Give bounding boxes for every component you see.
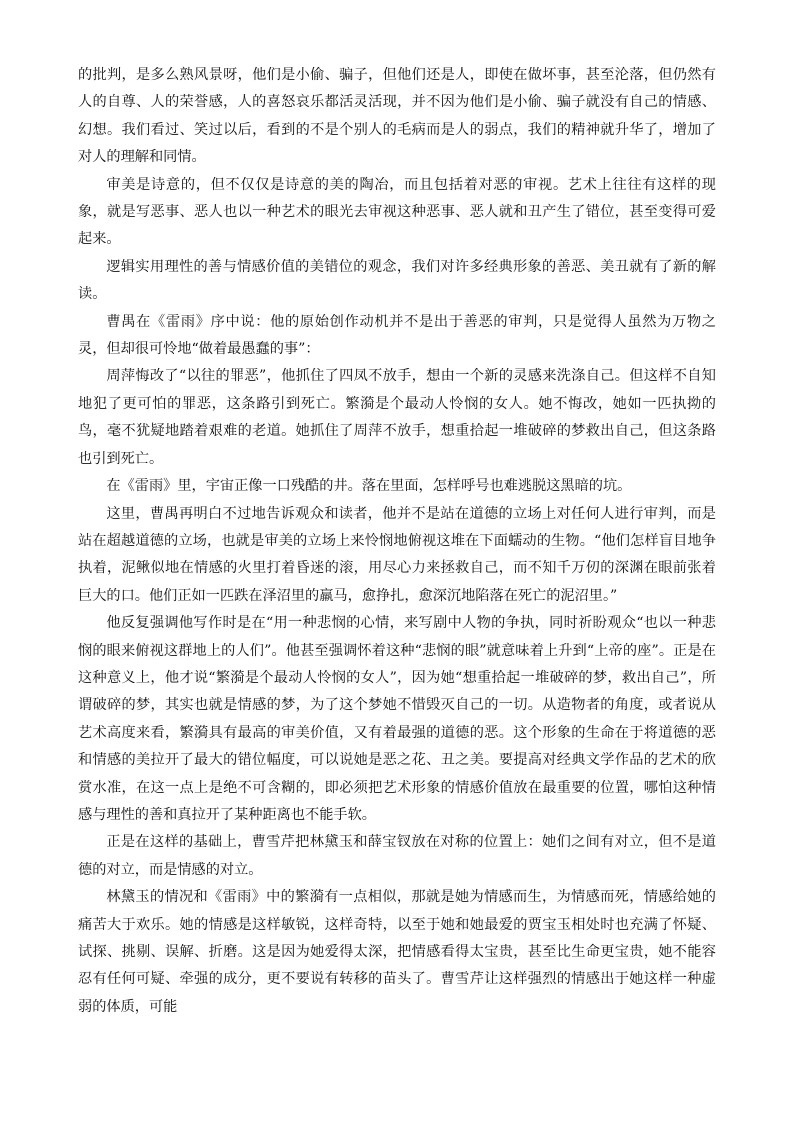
paragraph-6-quote: 在《雷雨》里，宇宙正像一口残酷的井。落在里面，怎样呼号也难逃脱这黑暗的坑。 [106, 478, 632, 495]
paragraph-3: 逻辑实用理性的善与情感价值的美错位的观念，我们对许多经典形象的善恶、美丑就有了新的解读。 [78, 258, 716, 303]
paragraph-4: 曹禺在《雷雨》序中说：他的原始创作动机并不是出于善恶的审判，只是觉得人虽然为万物之灵，但却很可怜地“做着最愚蠢的事”： [78, 313, 716, 358]
paragraph-10: 林黛玉的情况和《雷雨》中的繁漪有一点相似，那就是她为情感而生，为情感而死，情感给她的痛苦大于欢乐。她的情感是这样敏锐，这样奇特，以至于她和她最爱的贾宝玉相处时也充满了怀疑、试探、挑剔、误解、折磨。这是因为她爱得太深，把情感看得太宝贵，甚至比生命更宝贵，她不能容忍有任何可疑、牵强的成分，更不要说有转移的苗头了。曹雪芹让这样强烈的情感出于她这样一种虚弱的体质，可能 [78, 889, 716, 1015]
paragraph-2: 审美是诗意的，但不仅仅是诗意的美的陶冶，而且包括着对恶的审视。艺术上往往有这样的现象，就是写恶事、恶人也以一种艺术的眼光去审视这种恶事、恶人就和丑产生了错位，甚至变得可爱起来。 [78, 176, 716, 248]
paragraph-8: 他反复强调他写作时是在“用一种悲悯的心情，来写剧中人物的争执，同时祈盼观众“也以一种悲悯的眼来俯视这群地上的人们”。他甚至强调怀着这种“悲悯的眼”就意味着上升到“上帝的座”。正是在这种意义上，他才说“繁漪是个最动人怜悯的女人”，因为她“想重拾起一堆破碎的梦，救出自己”，所谓破碎的梦，其实也就是情感的梦，为了这个梦她不惜毁灭自己的一切。从造物者的角度，或者说从艺术高度来看，繁漪具有最高的审美价值，又有着最强的道德的恶。这个形象的生命在于将道德的恶和情感的美拉开了最大的错位幅度，可以说她是恶之花、丑之美。要提高对经典文学作品的艺术的欣赏水准，在这一点上是绝不可含糊的，即必须把艺术形象的情感价值放在最重要的位置，哪怕这种情感与理性的善和真拉开了某种距离也不能手软。 [78, 615, 716, 823]
paragraph-7: 这里，曹禺再明白不过地告诉观众和读者，他并不是站在道德的立场上对任何人进行审判，而是站在超越道德的立场，也就是审美的立场上来怜悯地俯视这堆在下面蠕动的生物。“他们怎样盲目地争执着，泥鳅似地在情感的火里打着昏迷的滚，用尽心力来拯救自己，而不知千万仞的深渊在眼前张着巨大的口。他们正如一匹跌在泽沼里的羸马，愈挣扎，愈深沉地陷落在死亡的泥沼里。” [78, 505, 716, 604]
paragraph-9: 正是在这样的基础上，曹雪芹把林黛玉和薛宝钗放在对称的位置上：她们之间有对立，但不是道德的对立，而是情感的对立。 [78, 834, 716, 878]
paragraph-1: 的批判，是多么熟风景呀，他们是小偷、骗子，但他们还是人，即使在做坏事，甚至沦落，但仍然有人的自尊、人的荣誉感，人的喜怒哀乐都活灵活现，并不因为他们是小偷、骗子就没有自己的情感、幻想。我们看过、笑过以后，看到的不是个别人的毛病而是人的弱点，我们的精神就升华了，增加了对人的理解和同情。 [78, 67, 716, 166]
paragraph-5-quote: 周萍悔改了“以往的罪恶”，他抓住了四凤不放手，想由一个新的灵感来洗涤自己。但这样不自知地犯了更可怕的罪恶，这条路引到死亡。繁漪是个最动人怜悯的女人。她不悔改，她如一匹执拗的鸟，毫不犹疑地踏着艰难的老道。她抓住了周萍不放手，想重拾起一堆破碎的梦救出自己，但这条路也引到死亡。 [78, 368, 716, 467]
